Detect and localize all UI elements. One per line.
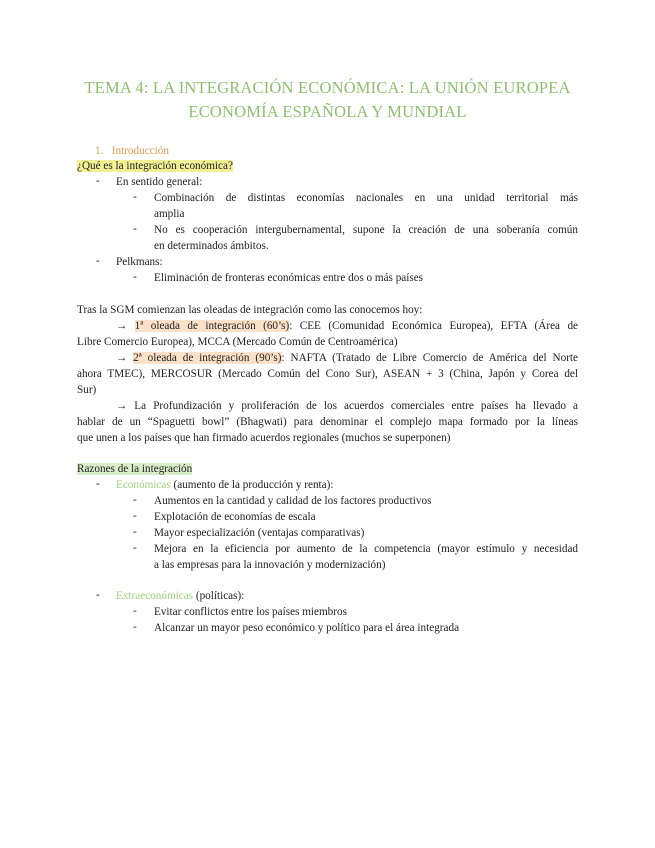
wave-1-label: 1ª oleada de integración (60’s) xyxy=(134,320,290,332)
wave-2-line-2: ahora TMEC), MERCOSUR (Mercado Común del Cono Sur), ASEAN + 3 (China, Japón y Corea del xyxy=(77,368,578,380)
bullet-dash: - xyxy=(96,589,100,601)
bullet-dash: - xyxy=(96,175,100,187)
extraeconomic-label: Extraeconómicas xyxy=(116,590,194,602)
general-item-1-line-1: Combinación de distintas economías nacionales en una unidad territorial más xyxy=(154,192,578,204)
economic-item: Mejora en la eficiencia por aumento de la competencia (mayor estímulo y necesidad xyxy=(154,543,578,555)
pelkmans-item: Eliminación de fronteras económicas entre dos o más países xyxy=(154,272,424,284)
wave-2-text: : NAFTA (Tratado de Libre Comercio de América del Norte xyxy=(281,352,578,364)
extraeconomic-item: Evitar conflictos entre los países miembros xyxy=(154,606,347,618)
economic-item-continued: a las empresas para la innovación y modernización) xyxy=(154,559,386,571)
economic-item: Mayor especialización (ventajas comparativas) xyxy=(154,527,365,539)
intro-sentence: Tras la SGM comienzan las oleadas de integración como las conocemos hoy: xyxy=(77,304,423,316)
economic-item: Aumentos en la cantidad y calidad de los factores productivos xyxy=(154,495,432,507)
pelkmans-label: Pelkmans: xyxy=(116,256,163,268)
bullet-dash: - xyxy=(133,621,137,633)
bullet-dash: - xyxy=(133,526,137,538)
general-item-2-line-1: No es cooperación intergubernamental, supone la creación de una soberanía común xyxy=(154,224,578,236)
economic-item: Explotación de economías de escala xyxy=(154,511,316,523)
bullet-dash: - xyxy=(133,191,137,203)
general-item-2-line-2: en determinados ámbitos. xyxy=(154,240,269,252)
bullet-dash: - xyxy=(133,510,137,522)
page-title-line-1: TEMA 4: LA INTEGRACIÓN ECONÓMICA: LA UNIÓN EUROPEA xyxy=(84,78,571,97)
question-heading xyxy=(77,158,233,174)
bullet-dash: - xyxy=(133,494,137,506)
economic-label: Económicas xyxy=(116,479,171,491)
bullet-dash: - xyxy=(96,255,100,267)
section-heading xyxy=(95,143,169,159)
spaghetti-line-2: hablar de un “Spaguetti bowl” (Bhagwati) para denominar el complejo mapa formado por la líneas xyxy=(77,416,578,428)
bullet-dash: - xyxy=(133,223,137,235)
general-item-1-line-2: amplia xyxy=(154,208,185,220)
wave-1-line-2: Libre Comercio Europea), MCCA (Mercado Común de Centroamérica) xyxy=(77,336,398,348)
spaghetti-line-3: que unen a los países que han firmado acuerdos regionales (muchos se superponen) xyxy=(77,432,451,444)
economic-heading xyxy=(116,477,333,493)
arrow-icon: → xyxy=(116,320,135,332)
economic-rest: (aumento de la producción y renta): xyxy=(170,479,334,491)
bullet-dash: - xyxy=(96,478,100,490)
page-title-line-2: ECONOMÍA ESPAÑOLA Y MUNDIAL xyxy=(188,102,467,121)
section-title: Introducción xyxy=(111,145,169,157)
wave-2-label: 2ª oleada de integración (90’s) xyxy=(133,352,282,364)
wave-2-line-1 xyxy=(116,350,578,366)
extraeconomic-heading xyxy=(116,588,244,604)
wave-1-line-1 xyxy=(116,318,578,334)
question-text: ¿Qué es la integración económica? xyxy=(77,160,233,172)
bullet-dash: - xyxy=(133,271,137,283)
reasons-heading xyxy=(77,461,192,477)
wave-2-line-3: Sur) xyxy=(77,384,97,396)
general-label: En sentido general: xyxy=(116,176,203,188)
extraeconomic-item: Alcanzar un mayor peso económico y político para el área integrada xyxy=(154,622,460,634)
reasons-title: Razones de la integración xyxy=(77,463,193,475)
wave-1-text: : CEE (Comunidad Económica Europea), EFTA (Área de xyxy=(289,320,579,332)
section-number: 1. xyxy=(95,145,104,157)
extraeconomic-rest: (políticas): xyxy=(193,590,245,602)
arrow-icon: → xyxy=(116,352,134,364)
bullet-dash: - xyxy=(133,605,137,617)
bullet-dash: - xyxy=(133,542,137,554)
spaghetti-line-1: → La Profundización y proliferación de los acuerdos comerciales entre países ha llevado a xyxy=(116,400,578,412)
